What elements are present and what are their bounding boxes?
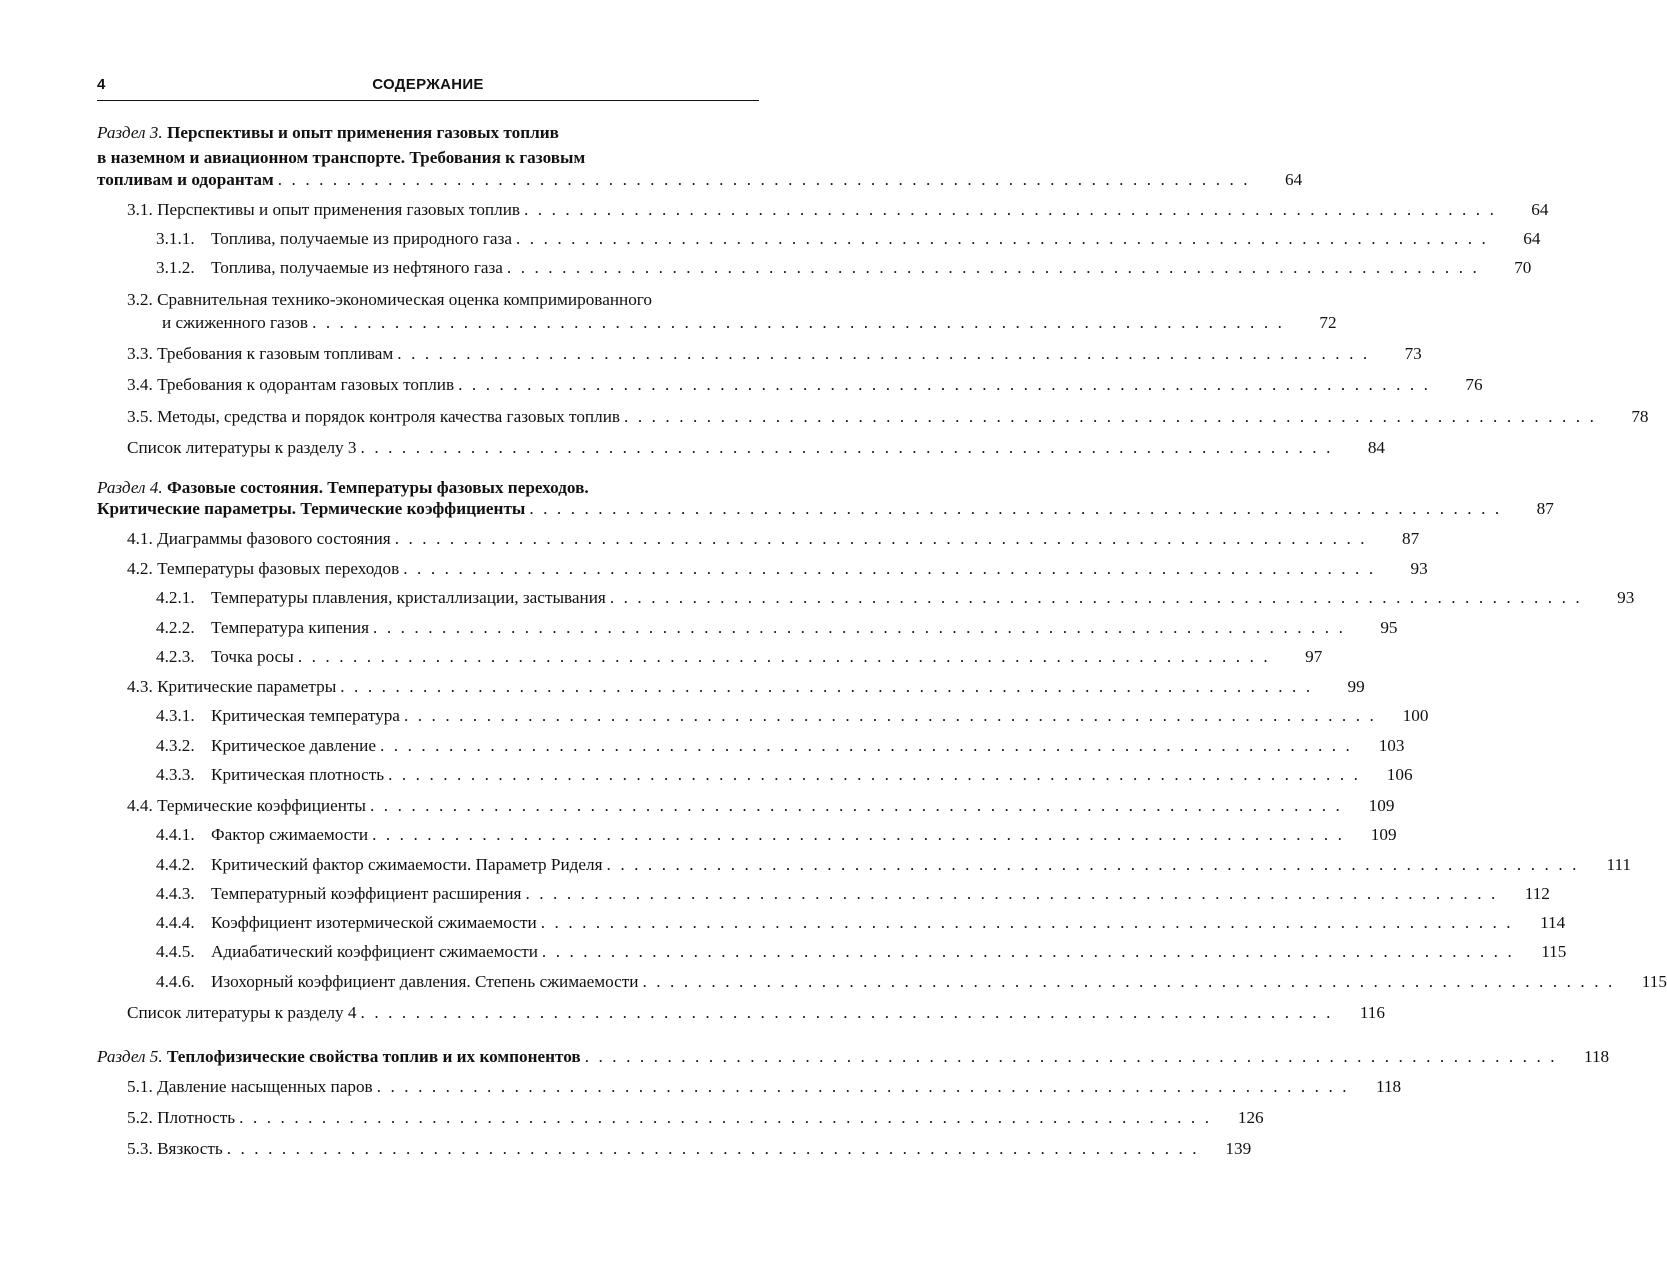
toc-entry bbox=[97, 971, 1667, 993]
entry-number: 3.1.2. bbox=[156, 258, 195, 277]
page-ref: 64 bbox=[1531, 200, 1549, 219]
leader-dots: . . . . . . . . . . . . . . . . . . . . . . . . . . . . . . . . . . . . . . . . . . . . . . . . . . . . . . . . . . . . . . . . . . . . . . . bbox=[373, 618, 1346, 637]
leader-dots: . . . . . . . . . . . . . . . . . . . . . . . . . . . . . . . . . . . . . . . . . . . . . . . . . . . . . . . . . . . . . . . . . . . . . . . bbox=[515, 229, 1489, 248]
entry-number: 4.4.3. bbox=[156, 884, 195, 903]
leader-dots: . . . . . . . . . . . . . . . . . . . . . . . . . . . . . . . . . . . . . . . . . . . . . . . . . . . . . . . . . . . . . . . . . . . . . . . bbox=[403, 706, 1377, 725]
page-ref: 72 bbox=[1319, 313, 1337, 332]
entry-title bbox=[156, 617, 369, 639]
page-ref: 115 bbox=[1541, 942, 1567, 961]
page-ref: 73 bbox=[1404, 344, 1422, 363]
leader-dots: . . . . . . . . . . . . . . . . . . . . . . . . . . . . . . . . . . . . . . . . . . . . . . . . . . . . . . . . . . . . . . . . . . . . . . . bbox=[369, 796, 1343, 815]
leader-dots: . . . . . . . . . . . . . . . . . . . . . . . . . . . . . . . . . . . . . . . . . . . . . . . . . . . . . . . . . . . . . . . . . . . . . . . bbox=[541, 942, 1515, 961]
entry-title bbox=[156, 735, 376, 757]
section-label: Раздел 5. bbox=[97, 1047, 163, 1066]
entry-text: Критическое давление bbox=[211, 736, 376, 755]
leader-dots: . . . . . . . . . . . . . . . . . . . . . . . . . . . . . . . . . . . . . . . . . . . . . . . . . . . . . . . . . . . . . . . . . . . . . . . bbox=[458, 375, 1431, 394]
leader-dots: . . . . . . . . . . . . . . . . . . . . . . . . . . . . . . . . . . . . . . . . . . . . . . . . . . . . . . . . . . . . . . . . . . . . . . . bbox=[388, 765, 1361, 784]
entry-text: Температурный коэффициент расширения bbox=[211, 884, 522, 903]
section-title: Критические параметры. Термические коэффициенты bbox=[97, 499, 526, 518]
toc-entry bbox=[97, 312, 1337, 334]
section-label: Раздел 3. bbox=[97, 123, 163, 142]
section-heading bbox=[97, 1046, 581, 1068]
toc-entry bbox=[97, 646, 1323, 668]
entry-title: 4.1. Диаграммы фазового состояния bbox=[127, 529, 391, 548]
page-ref: 93 bbox=[1410, 559, 1428, 578]
toc-entry bbox=[97, 1002, 1385, 1024]
entry-text: Фактор сжимаемости bbox=[211, 825, 369, 844]
toc-entry bbox=[97, 795, 1395, 817]
page-ref: 126 bbox=[1237, 1108, 1264, 1127]
toc-entry bbox=[97, 676, 1365, 698]
page-ref: 114 bbox=[1540, 913, 1566, 932]
leader-dots: . . . . . . . . . . . . . . . . . . . . . . . . . . . . . . . . . . . . . . . . . . . . . . . . . . . . . . . . . . . . . . . . . . . . . . . bbox=[376, 1077, 1350, 1096]
leader-dots: . . . . . . . . . . . . . . . . . . . . . . . . . . . . . . . . . . . . . . . . . . . . . . . . . . . . . . . . . . . . . . . . . . . . . . . bbox=[380, 736, 1353, 755]
section-title: Теплофизические свойства топлив и их компонентов bbox=[167, 1047, 581, 1066]
entry-title: 3.3. Требования к газовым топливам bbox=[127, 344, 394, 363]
entry-title bbox=[156, 587, 606, 609]
page-number: 4 bbox=[97, 76, 106, 93]
toc-entry bbox=[97, 824, 1397, 846]
entry-title: 5.2. Плотность bbox=[127, 1108, 236, 1127]
toc-entry bbox=[97, 343, 1422, 365]
entry-title-line: 3.2. Сравнительная технико-экономическая оценка компримированного bbox=[127, 290, 653, 309]
page-ref: 97 bbox=[1305, 647, 1323, 666]
entry-text: Температуры плавления, кристаллизации, застывания bbox=[211, 588, 606, 607]
entry-text: Топлива, получаемые из природного газа bbox=[211, 229, 512, 248]
section-title-line bbox=[97, 122, 559, 144]
entry-number: 4.2.3. bbox=[156, 647, 195, 666]
section-title: Перспективы и опыт применения газовых топлив bbox=[167, 123, 559, 142]
entry-title bbox=[156, 228, 512, 250]
entry-number: 4.4.5. bbox=[156, 942, 195, 961]
entry-text: Критическая температура bbox=[211, 706, 400, 725]
entry-number: 4.4.4. bbox=[156, 913, 195, 932]
leader-dots: . . . . . . . . . . . . . . . . . . . . . . . . . . . . . . . . . . . . . . . . . . . . . . . . . . . . . . . . . . . . . . . . . . . . . . . bbox=[397, 344, 1370, 363]
entry-title: 3.4. Требования к одорантам газовых топлив bbox=[127, 375, 455, 394]
section-label: Раздел 4. bbox=[97, 478, 163, 497]
entry-title: Список литературы к разделу 3 bbox=[127, 438, 357, 457]
entry-title: 3.1. Перспективы и опыт применения газовых топлив bbox=[127, 200, 521, 219]
entry-title: и сжиженного газов bbox=[162, 313, 309, 332]
entry-text: Коэффициент изотермической сжимаемости bbox=[211, 913, 537, 932]
entry-number: 3.1.1. bbox=[156, 229, 195, 248]
page-ref: 100 bbox=[1402, 706, 1429, 725]
entry-title bbox=[156, 854, 603, 876]
toc-entry bbox=[97, 1138, 1252, 1160]
leader-dots: . . . . . . . . . . . . . . . . . . . . . . . . . . . . . . . . . . . . . . . . . . . . . . . . . . . . . . . . . . . . . . . . . . . . . . . bbox=[297, 647, 1271, 666]
entry-text: Температура кипения bbox=[211, 618, 370, 637]
entry-title bbox=[156, 912, 537, 934]
leader-dots: . . . . . . . . . . . . . . . . . . . . . . . . . . . . . . . . . . . . . . . . . . . . . . . . . . . . . . . . . . . . . . . . . . . . . . . bbox=[525, 884, 1498, 903]
page-ref: 78 bbox=[1631, 407, 1649, 426]
toc-entry bbox=[97, 558, 1428, 580]
entry-title bbox=[156, 646, 294, 668]
page-ref: 70 bbox=[1514, 258, 1532, 277]
leader-dots: . . . . . . . . . . . . . . . . . . . . . . . . . . . . . . . . . . . . . . . . . . . . . . . . . . . . . . . . . . . . . . . . . . . . . . . bbox=[529, 499, 1502, 518]
entry-title bbox=[156, 764, 384, 786]
leader-dots: . . . . . . . . . . . . . . . . . . . . . . . . . . . . . . . . . . . . . . . . . . . . . . . . . . . . . . . . . . . . . . . . . . . . . . . bbox=[584, 1047, 1558, 1066]
entry-text: Критическая плотность bbox=[211, 765, 385, 784]
entry-title: 4.4. Термические коэффициенты bbox=[127, 796, 366, 815]
section-title-line bbox=[97, 477, 589, 499]
page-ref: 95 bbox=[1380, 618, 1398, 637]
entry-number: 4.2.2. bbox=[156, 618, 195, 637]
toc-entry bbox=[97, 169, 1303, 191]
toc-entry bbox=[97, 199, 1549, 221]
leader-dots: . . . . . . . . . . . . . . . . . . . . . . . . . . . . . . . . . . . . . . . . . . . . . . . . . . . . . . . . . . . . . . . . . . . . . . . bbox=[606, 855, 1580, 874]
leader-dots: . . . . . . . . . . . . . . . . . . . . . . . . . . . . . . . . . . . . . . . . . . . . . . . . . . . . . . . . . . . . . . . . . . . . . . . bbox=[394, 529, 1368, 548]
entry-title bbox=[156, 257, 503, 279]
page-ref: 87 bbox=[1536, 499, 1554, 518]
toc-entry bbox=[97, 406, 1649, 428]
page-ref: 106 bbox=[1386, 765, 1413, 784]
entry-text: Критический фактор сжимаемости. Параметр Риделя bbox=[211, 855, 603, 874]
leader-dots: . . . . . . . . . . . . . . . . . . . . . . . . . . . . . . . . . . . . . . . . . . . . . . . . . . . . . . . . . . . . . . . . . . . . . . . bbox=[609, 588, 1583, 607]
leader-dots: . . . . . . . . . . . . . . . . . . . . . . . . . . . . . . . . . . . . . . . . . . . . . . . . . . . . . . . . . . . . . . . . . . . . . . . bbox=[340, 677, 1313, 696]
leader-dots: . . . . . . . . . . . . . . . . . . . . . . . . . . . . . . . . . . . . . . . . . . . . . . . . . . . . . . . . . . . . . . . . . . . . . . . bbox=[360, 438, 1333, 457]
leader-dots: . . . . . . . . . . . . . . . . . . . . . . . . . . . . . . . . . . . . . . . . . . . . . . . . . . . . . . . . . . . . . . . . . . . . . . . bbox=[312, 313, 1285, 332]
entry-number: 4.3.1. bbox=[156, 706, 195, 725]
page-ref: 64 bbox=[1285, 170, 1303, 189]
toc-entry bbox=[97, 735, 1405, 757]
page-ref: 112 bbox=[1524, 884, 1550, 903]
entry-title: 4.3. Критические параметры bbox=[127, 677, 337, 696]
page-ref: 115 bbox=[1641, 972, 1667, 991]
toc-entry bbox=[97, 1046, 1610, 1068]
leader-dots: . . . . . . . . . . . . . . . . . . . . . . . . . . . . . . . . . . . . . . . . . . . . . . . . . . . . . . . . . . . . . . . . . . . . . . . bbox=[277, 170, 1251, 189]
toc-entry bbox=[97, 912, 1566, 934]
page-ref: 84 bbox=[1367, 438, 1385, 457]
leader-dots: . . . . . . . . . . . . . . . . . . . . . . . . . . . . . . . . . . . . . . . . . . . . . . . . . . . . . . . . . . . . . . . . . . . . . . . bbox=[360, 1003, 1333, 1022]
section-title: топливам и одорантам bbox=[97, 170, 274, 189]
entry-number: 4.4.2. bbox=[156, 855, 195, 874]
entry-number: 4.2.1. bbox=[156, 588, 195, 607]
page-ref: 139 bbox=[1225, 1139, 1252, 1158]
leader-dots: . . . . . . . . . . . . . . . . . . . . . . . . . . . . . . . . . . . . . . . . . . . . . . . . . . . . . . . . . . . . . . . . . . . . . . . bbox=[506, 258, 1480, 277]
leader-dots: . . . . . . . . . . . . . . . . . . . . . . . . . . . . . . . . . . . . . . . . . . . . . . . . . . . . . . . . . . . . . . . . . . . . . . . bbox=[372, 825, 1345, 844]
toc-entry bbox=[97, 705, 1429, 727]
toc-entry bbox=[97, 1107, 1264, 1129]
toc-entry bbox=[97, 374, 1483, 396]
entry-text: Топлива, получаемые из нефтяного газа bbox=[211, 258, 503, 277]
toc-entry bbox=[97, 854, 1632, 876]
running-title: СОДЕРЖАНИЕ bbox=[372, 76, 484, 93]
entry-text: Точка росы bbox=[211, 647, 294, 666]
page-ref: 76 bbox=[1465, 375, 1483, 394]
toc-entry bbox=[97, 587, 1635, 609]
entry-number: 4.4.6. bbox=[156, 972, 195, 991]
toc-entry bbox=[97, 883, 1550, 905]
section-title: Фазовые состояния. Температуры фазовых переходов. bbox=[167, 478, 589, 497]
page-ref: 99 bbox=[1347, 677, 1365, 696]
entry-title bbox=[156, 883, 521, 905]
leader-dots: . . . . . . . . . . . . . . . . . . . . . . . . . . . . . . . . . . . . . . . . . . . . . . . . . . . . . . . . . . . . . . . . . . . . . . . bbox=[624, 407, 1597, 426]
toc-entry bbox=[97, 764, 1413, 786]
toc-entry bbox=[97, 941, 1567, 963]
page-ref: 111 bbox=[1606, 855, 1632, 874]
leader-dots: . . . . . . . . . . . . . . . . . . . . . . . . . . . . . . . . . . . . . . . . . . . . . . . . . . . . . . . . . . . . . . . . . . . . . . . bbox=[239, 1108, 1212, 1127]
leader-dots: . . . . . . . . . . . . . . . . . . . . . . . . . . . . . . . . . . . . . . . . . . . . . . . . . . . . . . . . . . . . . . . . . . . . . . . bbox=[226, 1139, 1200, 1158]
toc-entry bbox=[97, 1076, 1402, 1098]
toc-entry bbox=[97, 437, 1385, 459]
leader-dots: . . . . . . . . . . . . . . . . . . . . . . . . . . . . . . . . . . . . . . . . . . . . . . . . . . . . . . . . . . . . . . . . . . . . . . . bbox=[403, 559, 1376, 578]
page-ref: 109 bbox=[1370, 825, 1397, 844]
page-ref: 103 bbox=[1378, 736, 1405, 755]
entry-title bbox=[156, 705, 400, 727]
leader-dots: . . . . . . . . . . . . . . . . . . . . . . . . . . . . . . . . . . . . . . . . . . . . . . . . . . . . . . . . . . . . . . . . . . . . . . . bbox=[524, 200, 1497, 219]
toc-entry bbox=[97, 617, 1398, 639]
entry-number: 4.4.1. bbox=[156, 825, 195, 844]
entry-title bbox=[156, 971, 638, 993]
toc-entry bbox=[97, 257, 1532, 279]
entry-text: Адиабатический коэффициент сжимаемости bbox=[211, 942, 538, 961]
entry-title bbox=[156, 824, 368, 846]
entry-text: Изохорный коэффициент давления. Степень сжимаемости bbox=[211, 972, 639, 991]
entry-number: 4.3.3. bbox=[156, 765, 195, 784]
entry-title: 5.1. Давление насыщенных паров bbox=[127, 1077, 373, 1096]
entry-title bbox=[156, 941, 538, 963]
toc-entry bbox=[97, 228, 1541, 250]
page-ref: 118 bbox=[1376, 1077, 1402, 1096]
entry-title: 5.3. Вязкость bbox=[127, 1139, 223, 1158]
page-ref: 116 bbox=[1359, 1003, 1385, 1022]
leader-dots: . . . . . . . . . . . . . . . . . . . . . . . . . . . . . . . . . . . . . . . . . . . . . . . . . . . . . . . . . . . . . . . . . . . . . . . bbox=[642, 972, 1615, 991]
toc-entry bbox=[97, 528, 1420, 550]
leader-dots: . . . . . . . . . . . . . . . . . . . . . . . . . . . . . . . . . . . . . . . . . . . . . . . . . . . . . . . . . . . . . . . . . . . . . . . bbox=[540, 913, 1514, 932]
entry-title: 3.5. Методы, средства и порядок контроля качества газовых топлив bbox=[127, 407, 621, 426]
page-ref: 109 bbox=[1368, 796, 1395, 815]
entry-title: 4.2. Температуры фазовых переходов bbox=[127, 559, 400, 578]
running-header bbox=[97, 76, 759, 101]
section-title-line: в наземном и авиационном транспорте. Требования к газовым bbox=[97, 148, 586, 167]
toc-entry bbox=[97, 498, 1554, 520]
page-ref: 64 bbox=[1523, 229, 1541, 248]
entry-title: Список литературы к разделу 4 bbox=[127, 1003, 357, 1022]
page-ref: 93 bbox=[1617, 588, 1635, 607]
page-ref: 118 bbox=[1584, 1047, 1610, 1066]
entry-number: 4.3.2. bbox=[156, 736, 195, 755]
page-ref: 87 bbox=[1401, 529, 1420, 548]
